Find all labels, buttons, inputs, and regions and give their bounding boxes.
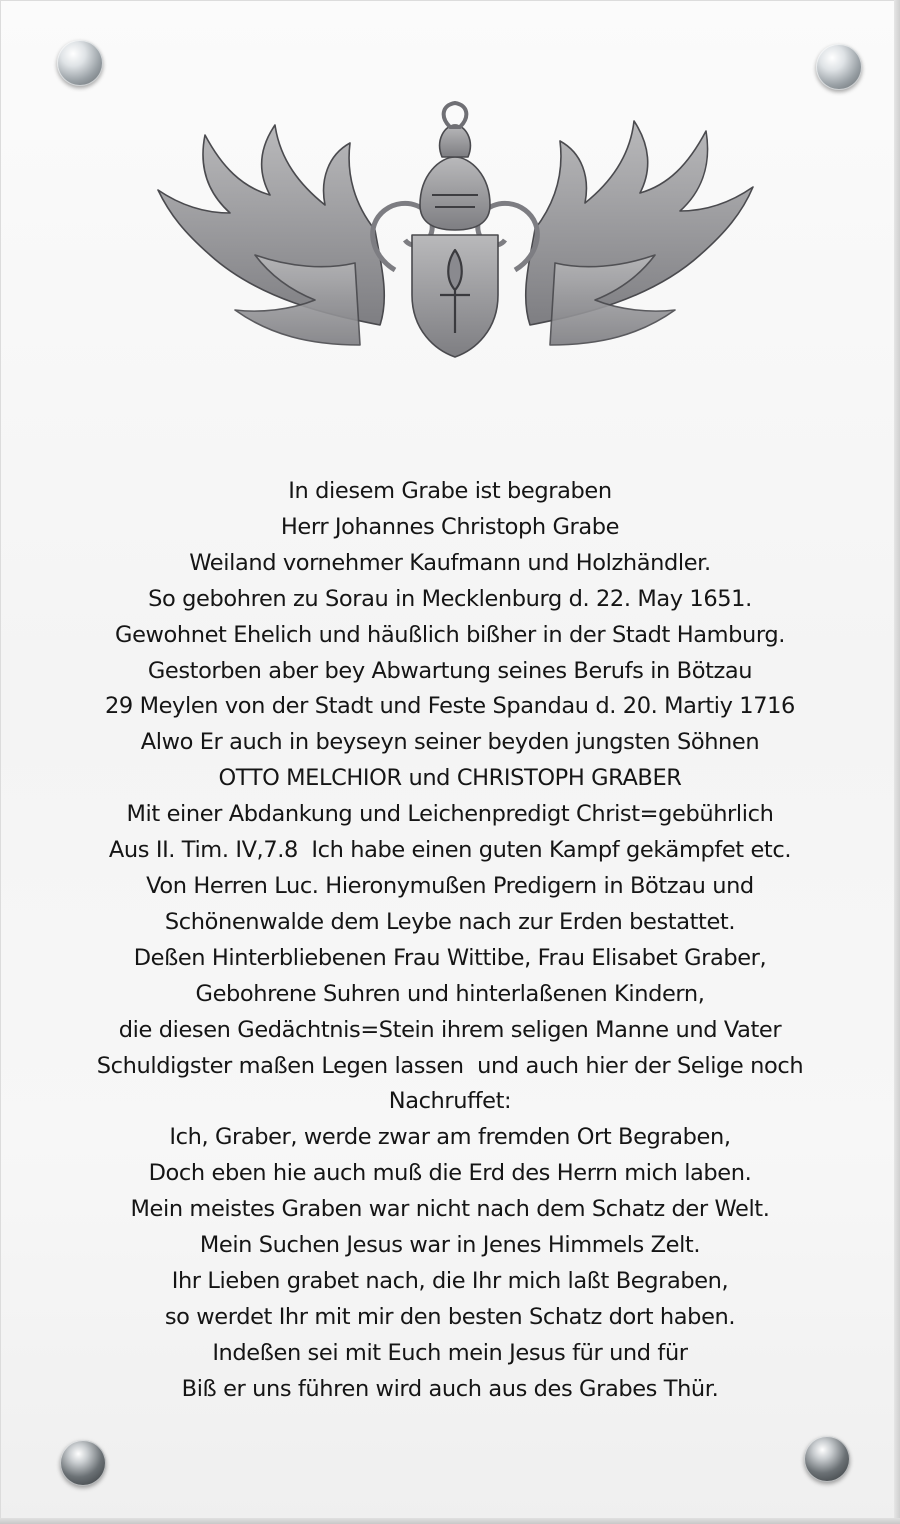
inscription-line: Nachruffet: [388,1088,512,1115]
inscription-line: so werdet Ihr mit mir den besten Schatz dort haben. [164,1303,736,1330]
plaque-edge-right [894,0,900,1524]
inscription-line: Aus II. Tim. IV,7.8 Ich habe einen guten Kampf gekämpfet etc. [108,837,792,864]
inscription-line: Schönenwalde dem Leybe nach zur Erden bestattet. [164,908,736,935]
inscription-line: die diesen Gedächtnis=Stein ihrem seligen Manne und Vater [118,1016,782,1043]
inscription-line: Mein Suchen Jesus war in Jenes Himmels Zelt. [199,1232,701,1259]
inscription-line: Schuldigster maßen Legen lassen und auch hier der Selige noch [96,1052,804,1079]
inscription-line: Doch eben hie auch muß die Erd des Herrn mich laben. [148,1160,752,1187]
mounting-bolt-icon [57,40,103,86]
inscription-line: Gewohnet Ehelich und häußlich bißher in der Stadt Hamburg. [115,621,785,648]
inscription-line: Indeßen sei mit Euch mein Jesus für und für [212,1339,688,1366]
inscription-line: Alwo Er auch in beyseyn seiner beyden jungsten Söhnen [140,729,760,756]
inscription-line: Ich, Graber, werde zwar am fremden Ort Begraben, [169,1124,731,1151]
inscription-line: Ihr Lieben grabet nach, die Ihr mich laßt Begraben, [171,1267,729,1294]
inscription-line: OTTO MELCHIOR und CHRISTOPH GRABER [218,765,682,792]
inscription-line: Gestorben aber bey Abwartung seines Berufs in Bötzau [147,657,753,684]
inscription-line: Gebohrene Suhren und hinterlaßenen Kindern, [195,980,705,1007]
inscription-line: Mein meistes Graben war nicht nach dem Schatz der Welt. [130,1196,770,1223]
inscription-line: Weiland vornehmer Kaufmann und Holzhändler. [189,549,711,576]
inscription-line: Deßen Hinterbliebenen Frau Wittibe, Frau Elisabet Graber, [133,944,767,971]
inscription-line: So gebohren zu Sorau in Mecklenburg d. 22. May 1651. [148,585,752,612]
coat-of-arms-icon [150,95,760,370]
mounting-bolt-icon [804,1436,850,1482]
mounting-bolt-icon [816,44,862,90]
inscription-line: 29 Meylen von der Stadt und Feste Spandau d. 20. Martiy 1716 [105,693,795,720]
plaque-edge-bottom [0,1518,900,1524]
inscription-line: In diesem Grabe ist begraben [288,478,612,504]
inscription-line: Von Herren Luc. Hieronymußen Predigern in Bötzau und [146,872,754,899]
inscription-line: Mit einer Abdankung und Leichenpredigt Christ=gebührlich [126,801,774,828]
inscription-text [40,474,860,1408]
inscription-line: Herr Johannes Christoph Grabe [280,513,620,540]
inscription-line: Biß er uns führen wird auch aus des Grabes Thür. [181,1375,719,1402]
mounting-bolt-icon [60,1440,106,1486]
